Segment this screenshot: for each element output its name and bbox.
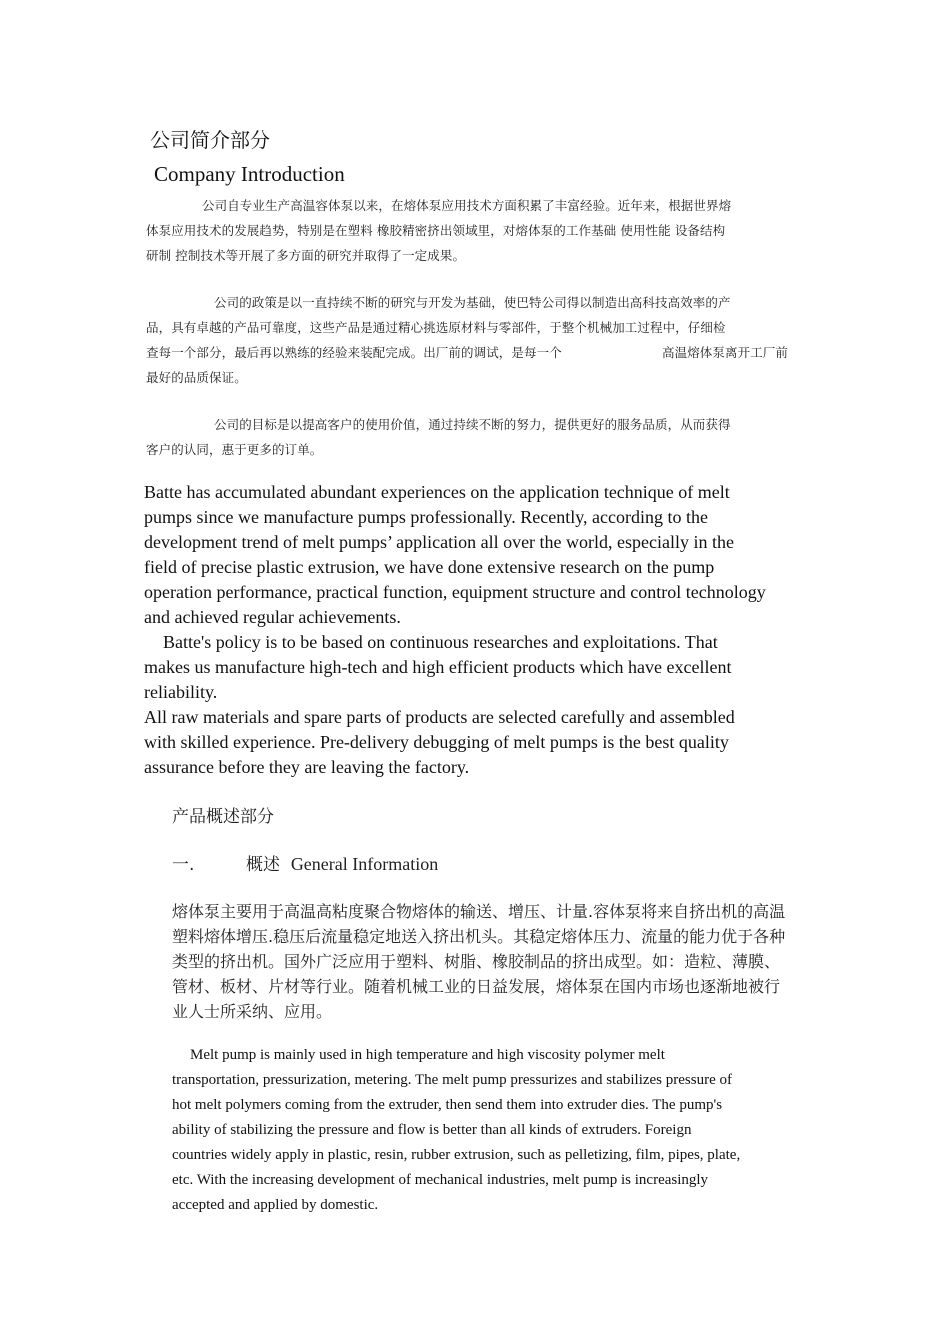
intro-en-line: and achieved regular achievements.: [144, 607, 401, 627]
intro-cn-p1-line: 公司自专业生产高温容体泵以来，在熔体泵应用技术方面积累了丰富经验。近年来，根据世界熔: [202, 198, 732, 213]
intro-en-line: pumps since we manufacture pumps professionally. Recently, according to the: [144, 507, 709, 527]
intro-en-line: operation performance, practical function, equipment structure and control technology: [144, 582, 766, 602]
intro-title-en: Company Introduction: [154, 162, 345, 186]
intro-cn-p3-line: 公司的目标是以提高客户的使用价值，通过持续不断的努力，提供更好的服务品质，从而获得: [214, 417, 731, 432]
overview-en-line: transportation, pressurization, metering. The melt pump pressurizes and stabilizes pressure of: [172, 1072, 732, 1088]
intro-en-line: with skilled experience. Pre-delivery debugging of melt pumps is the best quality: [144, 732, 729, 752]
intro-en-line: makes us manufacture high-tech and high efficient products which have excellent: [144, 657, 732, 677]
intro-cn-p2-line: 高温熔体泵离开工厂前: [662, 345, 789, 360]
intro-cn-p1-line: 研制 控制技术等开展了多方面的研究并取得了一定成果。: [146, 248, 466, 263]
intro-cn-p3-line: 客户的认同，惠于更多的订单。: [146, 442, 323, 457]
overview-cn-line: 塑料熔体增压.稳压后流量稳定地送入挤出机头。其稳定熔体压力、流量的能力优于各种: [172, 927, 786, 946]
intro-en-line: reliability.: [144, 682, 218, 702]
overview-section-number: 一.: [172, 855, 195, 875]
overview-subtitle-cn: 概述: [246, 855, 280, 875]
overview-cn-line: 熔体泵主要用于高温高粘度聚合物熔体的输送、增压、计量.容体泵将来自挤出机的高温: [172, 902, 786, 921]
intro-cn-p2-line: 查每一个部分，最后再以熟练的经验来装配完成。出厂前的调试，是每一个: [146, 345, 562, 360]
overview-en-line: hot melt polymers coming from the extruder, then send them into extruder dies. The pump's: [172, 1097, 723, 1113]
intro-en-line: Batte's policy is to be based on continuous researches and exploitations. That: [163, 632, 718, 652]
intro-cn-p2-line: 公司的政策是以一直持续不断的研究与开发为基础，使巴特公司得以制造出高科技高效率的产: [214, 295, 731, 310]
overview-en-line: accepted and applied by domestic.: [172, 1197, 379, 1213]
overview-en-line: countries widely apply in plastic, resin, rubber extrusion, such as pelletizing, film, pipes, plate,: [172, 1147, 741, 1163]
overview-title-cn: 产品概述部分: [172, 807, 274, 827]
overview-subtitle: [246, 850, 438, 875]
overview-cn-line: 管材、板材、片材等行业。随着机械工业的日益发展，熔体泵在国内市场也逐渐地被行: [172, 977, 781, 996]
intro-en-line: development trend of melt pumps’ application all over the world, especially in the: [144, 532, 734, 552]
intro-cn-p1-line: 体泵应用技术的发展趋势，特别是在塑料 橡胶精密挤出领域里，对熔体泵的工作基础 使用性能 设备结构: [146, 223, 726, 238]
overview-cn-line: 类型的挤出机。国外广泛应用于塑料、树脂、橡胶制品的挤出成型。如：造粒、薄膜、: [172, 952, 781, 971]
overview-en-line: ability of stabilizing the pressure and flow is better than all kinds of extruders. Foreign: [172, 1122, 692, 1138]
overview-en-line: etc. With the increasing development of mechanical industries, melt pump is increasingly: [172, 1172, 709, 1188]
intro-en-line: assurance before they are leaving the factory.: [144, 757, 470, 777]
intro-en-line: field of precise plastic extrusion, we have done extensive research on the pump: [144, 557, 715, 577]
intro-en-line: Batte has accumulated abundant experiences on the application technique of melt: [144, 482, 730, 502]
intro-en-line: All raw materials and spare parts of products are selected carefully and assembled: [144, 707, 735, 727]
intro-cn-p2-line: 最好的品质保证。: [146, 370, 247, 385]
intro-cn-p2-line: 品，具有卓越的产品可靠度，这些产品是通过精心挑选原材料与零部件，于整个机械加工过程中，仔细检: [146, 320, 726, 335]
overview-subtitle-en: General Information: [290, 854, 439, 874]
overview-en-line: Melt pump is mainly used in high temperature and high viscosity polymer melt: [190, 1047, 665, 1063]
intro-title-cn: 公司简介部分: [150, 128, 270, 152]
overview-cn-line: 业人士所采纳、应用。: [172, 1002, 333, 1021]
